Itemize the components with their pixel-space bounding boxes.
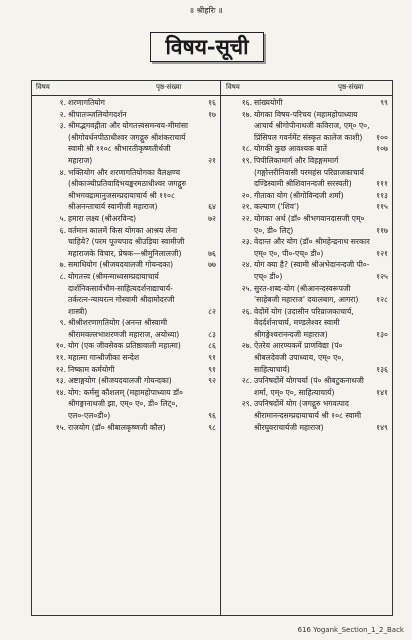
entry-title: योग: कर्मसु कौशलम् (महामहोपाध्याय डॉ० श्रीगङ्गानाथजी झा, एम्० ए०, डी० लिट्०, एल०-एल०डी०) bbox=[68, 387, 183, 421]
entry-number: २३. bbox=[241, 237, 252, 247]
header-invocation: ॥ श्रीहरिः ॥ bbox=[189, 6, 223, 15]
entry-number: ४. bbox=[59, 167, 66, 177]
toc-entry bbox=[222, 109, 392, 144]
file-label: 616 Yogank_Section_1_2_Back bbox=[297, 626, 404, 634]
toc-entry bbox=[32, 271, 220, 317]
entry-number: २६. bbox=[241, 306, 252, 316]
entry-title: समाधियोग (श्रीजयदयालजी गोयन्दका) bbox=[68, 260, 174, 270]
entry-title: योगतत्त्व (श्रीमन्माध्वसम्प्रदायाचार्य दार्शनिकसार्वभौम-साहित्यदर्शनाद्याचार्य-तर्करत्न-न्यायरत्न गोस्वामी श्रीदामोदरजी शास्त्री) bbox=[68, 271, 175, 316]
entry-number: १. bbox=[59, 98, 66, 107]
entry-title: उपनिषदोंमें योगचर्या (पं० श्रीबटुकनाथजी शर्मा, एम्० ए०, साहित्याचार्य) bbox=[254, 376, 364, 397]
entry-title: ऐतरेय आरण्यकमें प्राणविद्या (पं० श्रीबलदेवजी उपाध्याय, एम्० ए०, साहित्याचार्य) bbox=[254, 341, 344, 374]
entry-title: हमारा लक्ष्य (श्रीअरविन्द) bbox=[68, 213, 137, 223]
entry-title: उपनिषदोंमें योग (जगद्गुरु भगवत्पाद श्रीरामानन्दसम्प्रदायाचार्य श्री १०८ स्वामी श्रीरघुवराचार्यजी महाराज) bbox=[254, 399, 362, 432]
entry-number: ५. bbox=[59, 213, 66, 223]
entry-number: १०. bbox=[55, 341, 66, 351]
toc-entry bbox=[222, 236, 392, 259]
entry-page: १३६ bbox=[376, 364, 388, 374]
entry-number: ८. bbox=[59, 271, 66, 281]
entry-number: २९. bbox=[241, 399, 252, 409]
entry-title: गीताका योग (श्रीगोविन्दजी शर्मा) bbox=[254, 190, 344, 200]
entry-title: श्रीश्रीशरणागतियोग (अनन्त श्रीस्वामी श्रीरामवल्लभाशरणजी महाराज, अयोध्या) bbox=[68, 318, 180, 339]
entry-number: २०. bbox=[241, 190, 252, 200]
entry-number: २. bbox=[59, 109, 66, 119]
entry-title: श्रीमद्भगवद्गीता और योगतत्त्वसमन्वय-मीमांसा (श्रीगोवर्धनपीठाधीश्वर जगद्गुरु श्रीशंकराचार्य स्वामी श्री ११०८ श्रीभारतीकृष्णतीर्थजी महाराज) bbox=[68, 121, 188, 165]
entry-number: २८. bbox=[241, 376, 252, 386]
entry-title: अष्टाङ्गयोग (श्रीजयदयालजी गोयन्दका) bbox=[68, 376, 172, 386]
entry-number: २७. bbox=[241, 341, 252, 351]
entry-title: श्रीपातञ्जलियोगदर्शन bbox=[68, 109, 127, 119]
entry-page: ६४ bbox=[208, 202, 216, 212]
entry-title: सुरत-शब्द-योग (श्रीआनन्दस्वरूपजी 'साहेबजी महाराज' दयालबाग, आगरा) bbox=[254, 283, 359, 305]
contents-table bbox=[31, 80, 393, 616]
entry-title: निष्काम कर्मयोगी bbox=[68, 364, 115, 374]
toc-entry bbox=[222, 97, 392, 109]
entry-page: १३० bbox=[376, 329, 388, 339]
toc-entry bbox=[222, 306, 392, 341]
entry-page: ९१ bbox=[208, 364, 216, 374]
entry-title: योगका विषय-परिचय (महामहोपाध्याय आचार्य श्रीगोपीनाथजी कविराज, एम्० ए०, प्रिंसिपल गवर्नमेंट संस्कृत कालेज काशी) bbox=[254, 109, 370, 142]
entry-page: १११ bbox=[376, 179, 388, 189]
entry-number: १२. bbox=[55, 364, 66, 374]
header-page-right: पृष्ठ-संख्या bbox=[338, 83, 364, 91]
toc-entry bbox=[32, 422, 220, 434]
entry-page: २१ bbox=[208, 155, 216, 165]
right-column bbox=[222, 97, 392, 433]
entry-page: ११५ bbox=[376, 202, 388, 212]
left-column bbox=[32, 97, 220, 433]
toc-entry bbox=[222, 375, 392, 398]
entry-number: ७. bbox=[59, 260, 66, 270]
entry-page: ११३ bbox=[376, 190, 388, 200]
entry-number: १६. bbox=[241, 98, 252, 107]
toc-entry bbox=[222, 259, 392, 282]
entry-page: ७७ bbox=[208, 260, 216, 270]
toc-entry bbox=[222, 213, 392, 236]
entry-number: १७. bbox=[241, 109, 252, 119]
entry-title: योगका अर्थ (डॉ० श्रीभगवानदासजी एम्० ए०, डी० लिट्) bbox=[254, 213, 365, 235]
entry-title: योगकी कुछ आवश्यक बातें bbox=[254, 144, 327, 154]
entry-page: ८२ bbox=[208, 306, 216, 316]
toc-entry bbox=[32, 97, 220, 109]
entry-page: ७६ bbox=[208, 248, 216, 258]
toc-entry bbox=[222, 283, 392, 306]
entry-page: ९२ bbox=[208, 376, 216, 386]
entry-page: १२१ bbox=[376, 248, 388, 258]
toc-entry bbox=[222, 190, 392, 202]
entry-number: १३. bbox=[55, 376, 66, 386]
entry-title: योग (एक जीवसेवक प्रतिष्ठावाली महात्मा) bbox=[68, 341, 181, 351]
entry-title: पिपीलिकामार्ग और विहङ्गममार्ग (गङ्गोत्तरीनिवासी परमहंस परिव्राजकाचार्य दण्डिस्वामी श्रीशिवानन्दजी सरस्वती) bbox=[254, 155, 364, 189]
entry-page: ११७ bbox=[376, 225, 388, 235]
entry-number: ६. bbox=[59, 225, 66, 235]
column-divider bbox=[220, 81, 221, 615]
entry-number: २५. bbox=[241, 283, 252, 293]
toc-entry bbox=[32, 375, 220, 387]
entry-number: ९. bbox=[59, 318, 66, 328]
entry-number: १९. bbox=[241, 155, 252, 165]
toc-entry bbox=[32, 340, 220, 352]
entry-title: वेदान्त और योग (डॉ० श्रीमहेन्द्रनाथ सरकार एम्० ए०, पी०-एच्० डी०) bbox=[254, 237, 370, 258]
entry-number: २४. bbox=[241, 260, 252, 270]
entry-page: ८३ bbox=[208, 329, 216, 339]
entry-page: १६ bbox=[208, 98, 216, 107]
entry-page: १२५ bbox=[376, 271, 388, 281]
entry-page: १२८ bbox=[376, 295, 388, 305]
entry-page: १०० bbox=[376, 132, 388, 142]
toc-entry bbox=[32, 387, 220, 422]
entry-title: महात्मा गान्धीजीका सन्देश bbox=[68, 353, 140, 363]
table-header bbox=[32, 81, 392, 96]
toc-entry bbox=[32, 364, 220, 376]
entry-page: १४९ bbox=[376, 422, 388, 432]
entry-page: ८६ bbox=[208, 341, 216, 351]
entry-page: ९८ bbox=[208, 422, 216, 432]
entry-number: २१. bbox=[241, 202, 252, 212]
toc-entry bbox=[32, 225, 220, 260]
header-page-left: पृष्ठ-संख्या bbox=[156, 83, 182, 91]
entry-number: २२. bbox=[241, 213, 252, 223]
entry-page: ७२ bbox=[208, 213, 216, 223]
header-subject-left: विषय bbox=[36, 83, 50, 91]
entry-number: १८. bbox=[241, 144, 252, 154]
entry-number: ३. bbox=[59, 121, 66, 131]
entry-title: शरणागतियोग bbox=[68, 98, 105, 107]
toc-entry bbox=[32, 120, 220, 166]
toc-entry bbox=[32, 213, 220, 225]
toc-entry bbox=[222, 201, 392, 213]
entry-page: ९१ bbox=[208, 353, 216, 363]
toc-entry bbox=[222, 340, 392, 375]
page-title: विषय-सूची bbox=[150, 32, 264, 62]
entry-page: १७ bbox=[208, 109, 216, 119]
toc-entry bbox=[32, 259, 220, 271]
entry-page: १०७ bbox=[376, 144, 388, 154]
toc-entry bbox=[32, 109, 220, 121]
entry-title: वर्तमान कालमें किस योगका आश्रय लेना चाहिये? (परम पूज्यपाद श्रीउड़िया स्वामीजी महाराजके विचार, प्रेषक—श्रीमुनिलालजी) bbox=[68, 225, 185, 258]
toc-entry bbox=[222, 155, 392, 190]
entry-title: राजयोग (डॉ० श्रीबालकृष्णजी कौल) bbox=[68, 422, 166, 432]
toc-entry bbox=[32, 352, 220, 364]
entry-title: सांख्ययोगी bbox=[254, 98, 283, 107]
toc-entry bbox=[32, 317, 220, 340]
entry-title: योग क्या है? (स्वामी श्रीअभेदानन्दजी पी०-एच्० डी०) bbox=[254, 260, 370, 281]
entry-number: १५. bbox=[55, 422, 66, 432]
entry-title: कल्याण ('शिव') bbox=[254, 202, 300, 212]
toc-entry bbox=[222, 398, 392, 433]
entry-page: १४१ bbox=[376, 387, 388, 397]
header-subject-right: विषय bbox=[226, 83, 240, 91]
entry-number: ११. bbox=[55, 353, 66, 363]
entry-title: वेदोंमें योग (उदासीन परिव्राजकाचार्य, वेदर्दर्शनाचार्य, मण्डलेश्वर स्वामी श्रीगङ्गेश्वरानन्दजी महाराज) bbox=[254, 306, 354, 339]
entry-page: ९६ bbox=[208, 411, 216, 421]
entry-page: ९९ bbox=[380, 98, 388, 107]
toc-entry bbox=[32, 167, 220, 213]
entry-number: १४. bbox=[55, 387, 66, 397]
toc-entry bbox=[222, 143, 392, 155]
entry-title: भक्तियोग और शरणागतियोगका वैलक्षण्य (श्रीकाञ्चीप्रतिवादिभयङ्करमठाधीश्वर जगद्गुरु श्रीभगवद्रामानुजसम्प्रदायाचार्य श्री ११०८ श्रीअनन्ताचार्य स्वामीजी महाराज) bbox=[68, 167, 187, 212]
